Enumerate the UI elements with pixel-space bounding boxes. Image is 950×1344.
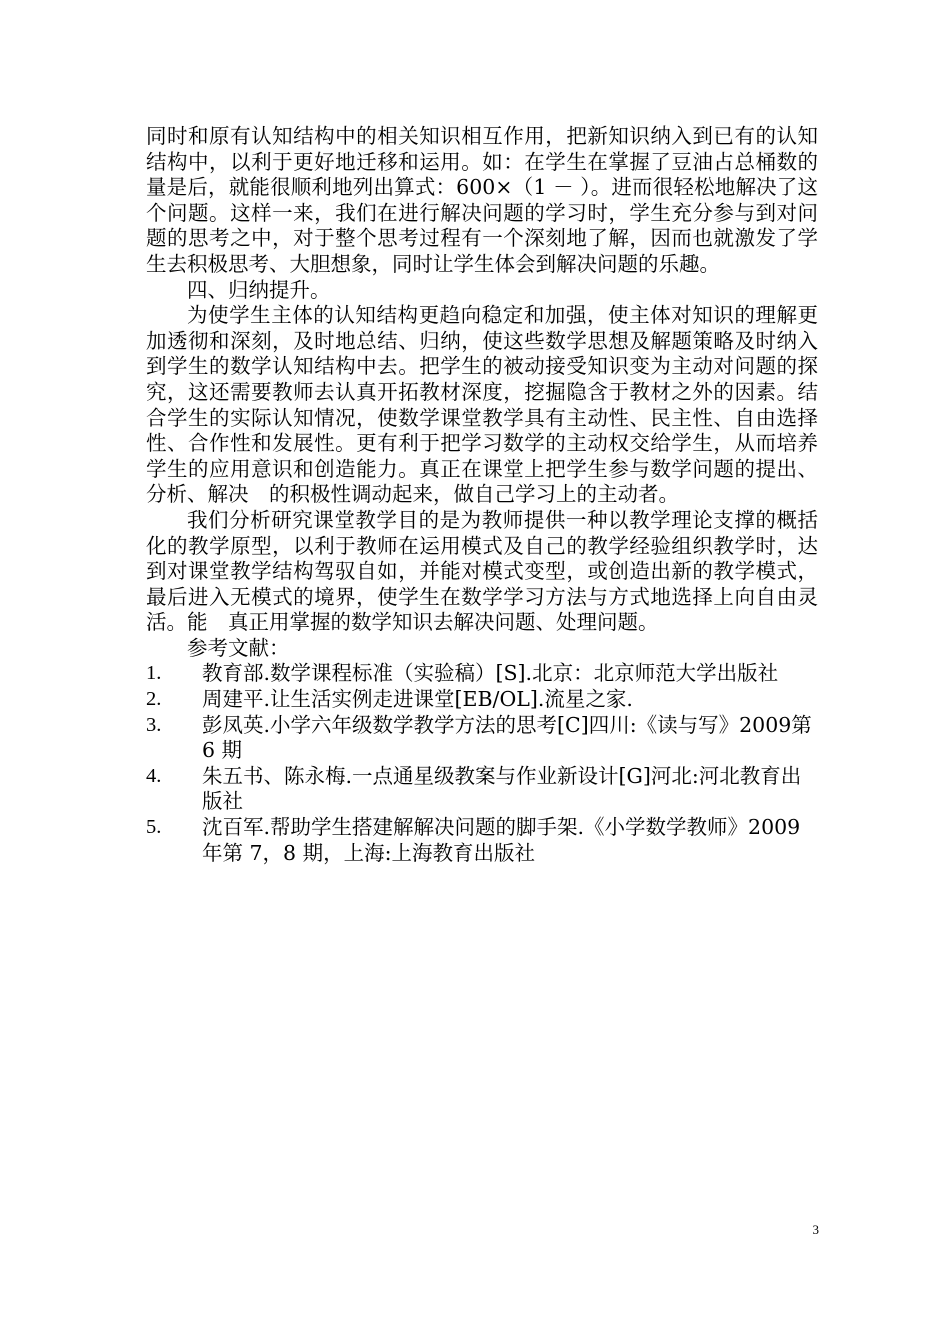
reference-text: 朱五书、陈永梅.一点通星级教案与作业新设计[G]河北:河北教育出版社 <box>202 763 802 814</box>
references-list <box>146 661 818 866</box>
reference-text: 沈百军.帮助学生搭建解解决问题的脚手架.《小学数学教师》2009 年第 7，8 期，上海:上海教育出版社 <box>202 815 801 865</box>
reference-item <box>146 713 818 764</box>
reference-number: 5. <box>146 816 162 839</box>
page-number: 3 <box>812 1222 819 1237</box>
reference-text: 周建平.让生活实例走进课堂[EB/OL].流星之家. <box>202 687 633 712</box>
reference-text: 教育部.数学课程标准（实验稿）[S].北京：北京师范大学出版社 <box>202 661 779 686</box>
reference-number: 3. <box>146 713 162 736</box>
reference-item <box>146 815 818 866</box>
paragraph-conclusion: 我们分析研究课堂教学目的是为教师提供一种以教学理论支撑的概括化的教学原型，以利于教师在运用模式及自己的教学经验组织教学时，达到对课堂教学结构驾驭自如，并能对模式变型，或创造出新的教学模式，最后进入无模式的境界，使学生在数学学习方法与方式地选择上向自由灵活。能 真正用掌握的数学知识去解决问题、处理问题。 <box>146 507 818 635</box>
reference-item <box>146 764 818 815</box>
references-heading: 参考文献： <box>187 635 290 660</box>
paragraph-continuation: 同时和原有认知结构中的相关知识相互作用，把新知识纳入到已有的认知结构中，以利于更好地迁移和运用。如：在学生在掌握了豆油占总桶数的量是后，就能很顺利地列出算式：600×（1 － ）。进而很轻松地解决了这个问题。这样一来，我们在进行解决问题的学习时，学生充分参与到对问题的思考之中，对于整个思考过程有一个深刻地了解，因而也就激发了学生去积极思考、大胆想象，同时让学生体会到解决问题的乐趣。 <box>146 124 818 276</box>
reference-text: 彭凤英.小学六年级数学教学方法的思考[C]四川:《读与写》2009第 6 期 <box>202 712 812 763</box>
reference-item <box>146 661 818 687</box>
document-body <box>146 124 818 866</box>
reference-item <box>146 687 818 713</box>
reference-number: 2. <box>146 688 162 711</box>
reference-number: 4. <box>146 764 162 787</box>
section-heading-induction: 四、归纳提升。 <box>187 277 331 302</box>
reference-number: 1. <box>146 662 162 685</box>
paragraph-induction: 为使学生主体的认知结构更趋向稳定和加强，使主体对知识的理解更加透彻和深刻，及时地总结、归纳，使这些数学思想及解题策略及时纳入到学生的数学认知结构中去。把学生的被动接受知识变为主动对问题的探究，这还需要教师去认真开拓教材深度，挖掘隐含于教材之外的因素。结合学生的实际认知情况，使数学课堂教学具有主动性、民主性、自由选择性、合作性和发展性。更有利于把学习数学的主动权交给学生，从而培养学生的应用意识和创造能力。真正在课堂上把学生参与数学问题的提出、分析、解决 的积极性调动起来，做自己学习上的主动者。 <box>146 303 818 507</box>
